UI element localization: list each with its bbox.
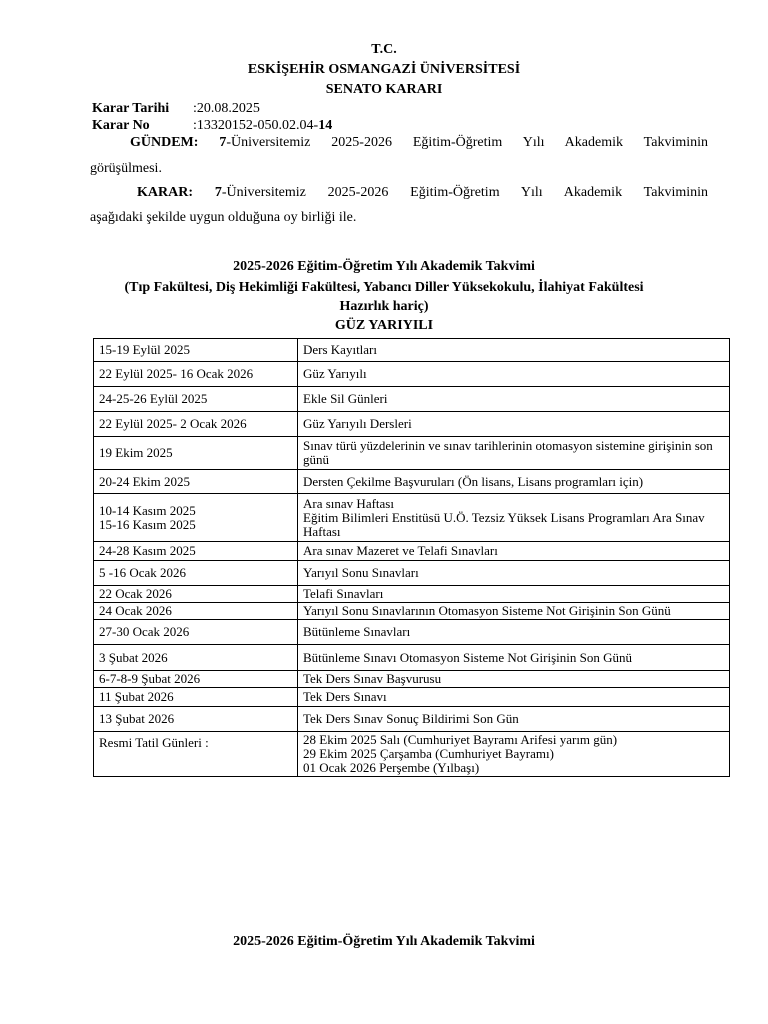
table-row (94, 561, 730, 586)
date-cell: 6-7-8-9 Şubat 2026 (94, 671, 298, 688)
event-cell: Tek Ders Sınav Başvurusu (298, 671, 730, 688)
event-cell: Tek Ders Sınavı (298, 688, 730, 707)
table-row (94, 437, 730, 470)
event-cell: 28 Ekim 2025 Salı (Cumhuriyet Bayramı Arifesi yarım gün) 29 Ekim 2025 Çarşamba (Cumhuriyet Bayramı) 01 Ocak 2026 Perşembe (Yılbaşı) (298, 732, 730, 777)
table-row (94, 542, 730, 561)
table-row (94, 707, 730, 732)
date-cell: 3 Şubat 2026 (94, 645, 298, 671)
table-row (94, 688, 730, 707)
gundem-line1: GÜNDEM: 7-Üniversitemiz 2025-2026 Eğitim-Öğretim Yılı Akademik Takviminin (130, 135, 708, 150)
date-cell: 22 Eylül 2025- 2 Ocak 2026 (94, 412, 298, 437)
semester-title: GÜZ YARIYILI (334, 318, 434, 333)
date-cell: 13 Şubat 2026 (94, 707, 298, 732)
table-row (94, 494, 730, 542)
karar-tarihi-value: :20.08.2025 (193, 101, 260, 116)
date-cell: 15-19 Eylül 2025 (94, 339, 298, 362)
date-cell: Resmi Tatil Günleri : (94, 732, 298, 777)
date-cell: 10-14 Kasım 2025 15-16 Kasım 2025 (94, 494, 298, 542)
gundem-line2: görüşülmesi. (90, 161, 162, 176)
header-university: ESKİŞEHİR OSMANGAZİ ÜNİVERSİTESİ (247, 62, 521, 77)
table-row (94, 387, 730, 412)
table-row (94, 603, 730, 620)
date-cell: 22 Ocak 2026 (94, 586, 298, 603)
date-cell: 24-25-26 Eylül 2025 (94, 387, 298, 412)
calendar-subtitle-cont: Hazırlık hariç) (339, 299, 429, 314)
karar-line2: aşağıdaki şekilde uygun olduğuna oy birliği ile. (90, 210, 357, 225)
table-row (94, 620, 730, 645)
event-cell: Sınav türü yüzdelerinin ve sınav tarihlerinin otomasyon sistemine girişinin son günü (298, 437, 730, 470)
event-cell: Ara sınav Mazeret ve Telafi Sınavları (298, 542, 730, 561)
event-cell: Yarıyıl Sonu Sınavlarının Otomasyon Sisteme Not Girişinin Son Günü (298, 603, 730, 620)
academic-calendar-table (93, 338, 730, 777)
event-cell: Telafi Sınavları (298, 586, 730, 603)
date-cell: 11 Şubat 2026 (94, 688, 298, 707)
footer-calendar-title: 2025-2026 Eğitim-Öğretim Yılı Akademik Takvimi (233, 934, 535, 949)
table-row (94, 339, 730, 362)
date-cell: 22 Eylül 2025- 16 Ocak 2026 (94, 362, 298, 387)
table-row (94, 362, 730, 387)
karar-no-label: Karar No (92, 118, 150, 133)
event-cell: Dersten Çekilme Başvuruları (Ön lisans, Lisans programları için) (298, 470, 730, 494)
date-cell: 24 Ocak 2026 (94, 603, 298, 620)
date-cell: 24-28 Kasım 2025 (94, 542, 298, 561)
event-cell: Yarıyıl Sonu Sınavları (298, 561, 730, 586)
karar-tarihi-label: Karar Tarihi (92, 101, 170, 116)
header-tc: T.C. (371, 42, 397, 57)
event-cell: Bütünleme Sınavları (298, 620, 730, 645)
table-row (94, 671, 730, 688)
karar-line1: KARAR: 7-Üniversitemiz 2025-2026 Eğitim-Öğretim Yılı Akademik Takviminin (137, 185, 708, 200)
event-cell: Ara sınav Haftası Eğitim Bilimleri Enstitüsü U.Ö. Tezsiz Yüksek Lisans Programları Ara Sınav Haftası (298, 494, 730, 542)
header-senate: SENATO KARARI (325, 82, 443, 97)
calendar-subtitle: (Tıp Fakültesi, Diş Hekimliği Fakültesi, Yabancı Diller Yüksekokulu, İlahiyat Fakültesi (124, 280, 644, 295)
event-cell: Tek Ders Sınav Sonuç Bildirimi Son Gün (298, 707, 730, 732)
event-cell: Güz Yarıyılı (298, 362, 730, 387)
date-cell: 5 -16 Ocak 2026 (94, 561, 298, 586)
table-row (94, 586, 730, 603)
event-cell: Bütünleme Sınavı Otomasyon Sisteme Not Girişinin Son Günü (298, 645, 730, 671)
event-cell: Ders Kayıtları (298, 339, 730, 362)
event-cell: Ekle Sil Günleri (298, 387, 730, 412)
table-row (94, 470, 730, 494)
karar-no-value: :13320152-050.02.04-14 (193, 118, 333, 133)
date-cell: 20-24 Ekim 2025 (94, 470, 298, 494)
table-row (94, 645, 730, 671)
date-cell: 27-30 Ocak 2026 (94, 620, 298, 645)
date-cell: 19 Ekim 2025 (94, 437, 298, 470)
table-row (94, 412, 730, 437)
event-cell: Güz Yarıyılı Dersleri (298, 412, 730, 437)
calendar-title: 2025-2026 Eğitim-Öğretim Yılı Akademik Takvimi (233, 259, 535, 274)
table-row (94, 732, 730, 777)
